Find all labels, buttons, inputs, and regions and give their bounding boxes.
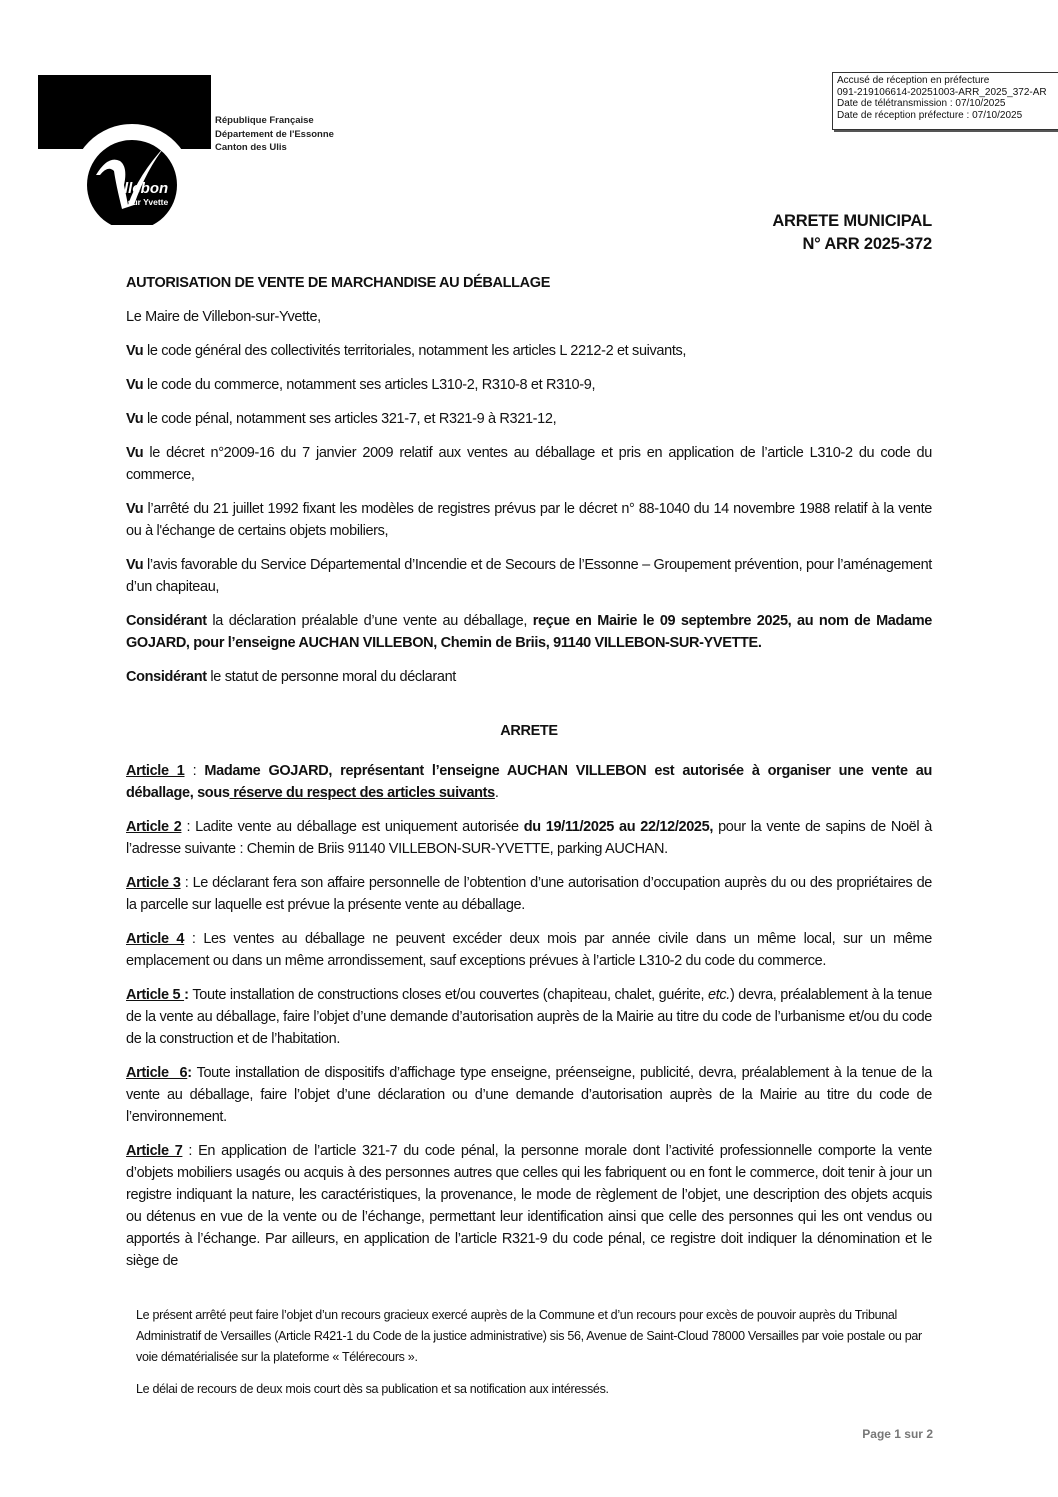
stamp-line: Date de réception préfecture : 07/10/2025	[837, 109, 1023, 121]
article-label: Article 1	[126, 763, 185, 779]
vu-text: l’avis favorable du Service Départemental d’Incendie et de Secours de l’Essonne – Groupement prévention, pour l’aménagement d’un chapiteau,	[126, 557, 932, 595]
recours-notice: Le présent arrêté peut faire l’objet d’un recours gracieux exercé auprès de la Commune et d’un recours pour excès de pouvoir auprès du Tribunal Administratif de Versailles (Article R421-1 du Code de la justice administrative) sis 56, Avenue de Saint-Cloud 78000 Versailles par voie postale ou par voie dématérialisée sur la plateforme « Télérecours ».	[136, 1308, 922, 1364]
vu-label: Vu	[126, 557, 144, 573]
article-label: Article 4	[126, 931, 185, 947]
considerant-clause	[126, 610, 932, 654]
article-2	[126, 816, 932, 860]
article-sep: :	[182, 1143, 199, 1159]
article-label: Article 3	[126, 875, 181, 891]
logo-text-main: illebon	[119, 180, 169, 197]
vu-clause	[126, 498, 932, 542]
vu-label: Vu	[126, 445, 144, 461]
article-dates: du 19/11/2025 au 22/12/2025,	[523, 819, 714, 835]
header-info-line: Canton des Ulis	[215, 142, 287, 153]
legal-footer	[136, 1305, 936, 1411]
document-body	[126, 272, 932, 1284]
vu-text: l’arrêté du 21 juillet 1992 fixant les modèles de registres prévus par le décret n° 88-1040 du 14 novembre 1988 relatif à la vente ou à l'échange de certains objets mobiliers,	[126, 501, 932, 539]
villebon-logo	[38, 75, 218, 225]
article-text: Toute installation de dispositifs d’affichage type enseigne, préenseigne, publicité, devra, préalablement à la tenue de la vente au déballage, faire l’objet d’une déclaration ou d’une demande d’autorisation auprès de la Mairie au titre du code de l’environnement.	[126, 1065, 932, 1125]
vu-label: Vu	[126, 377, 144, 393]
article-bold-text: Madame GOJARD, représentant l’enseigne AUCHAN VILLEBON est autorisée à organiser une vente au déballage, sous	[126, 763, 932, 801]
vu-text: le code du commerce, notamment ses articles L310-2, R310-8 et R310-9,	[143, 377, 596, 393]
vu-text: le code général des collectivités territoriales, notamment les articles L 2212-2 et suivants,	[143, 343, 687, 359]
article-italic: etc.	[707, 987, 730, 1003]
considerant-bold-text: reçue en Mairie le 09 septembre 2025, au nom de Madame GOJARD, pour l’enseigne AUCHAN VILLEBON, Chemin de Briis, 91140 VILLEBON-SUR-YVETTE.	[126, 613, 932, 651]
document-intro: Le Maire de Villebon-sur-Yvette,	[126, 309, 321, 325]
article-text: Le déclarant fera son affaire personnelle de l’obtention d’une autorisation d’occupation auprès du ou des propriétaires de la parcelle sur laquelle est prévue la présente vente au déballage.	[126, 875, 933, 913]
article-1	[126, 760, 932, 804]
article-text: Les ventes au déballage ne peuvent excéder deux mois par année civile dans un même local, sur un même emplacement ou dans un même arrondissement, sauf exceptions prévues à l’article L310-2 du code du commerce.	[126, 931, 932, 969]
vu-clause	[126, 340, 932, 362]
document-subject: AUTORISATION DE VENTE DE MARCHANDISE AU DÉBALLAGE	[126, 275, 551, 291]
considerant-label: Considérant	[126, 613, 207, 629]
article-sep: :	[187, 1065, 197, 1081]
decree-title	[772, 210, 932, 256]
considerant-label: Considérant	[126, 669, 207, 685]
vu-label: Vu	[126, 501, 144, 517]
stamp-line: Accusé de réception en préfecture	[837, 75, 990, 86]
article-underlined-text: réserve du respect des articles suivants	[229, 785, 495, 801]
considerant-text: le statut de personne moral du déclarant	[206, 669, 456, 685]
vu-clause	[126, 554, 932, 598]
delai-notice: Le délai de recours de deux mois court dès sa publication et sa notification aux intéressés.	[136, 1382, 609, 1396]
article-4	[126, 928, 932, 972]
article-5	[126, 984, 932, 1050]
logo-graphic	[38, 75, 218, 225]
article-label: Article 2	[126, 819, 182, 835]
vu-label: Vu	[126, 343, 144, 359]
article-text: ) devra, préalablement à la tenue de la vente au déballage, faire l’objet d’une demande d’autorisation auprès de la Mairie au titre du code de l’urbanisme et/ou du code de la construction et de l’habitation.	[126, 987, 932, 1047]
vu-clause	[126, 442, 932, 486]
vu-text: le décret n°2009-16 du 7 janvier 2009 relatif aux ventes au déballage et pris en application de l’article L310-2 du code du commerce,	[126, 445, 932, 483]
header-info	[215, 114, 334, 155]
stamp-line: Date de télétransmission : 07/10/2025	[837, 98, 1006, 109]
article-text: En application de l’article 321-7 du code pénal, la personne morale dont l’activité professionnelle comporte la vente d’objets mobiliers usagés ou acquis à des personnes autres que celles qui les fabriquent ou en font le commerce, doit tenir à jour un registre indiquant la nature, les caractéristiques, la provenance, le mode de règlement de l’objet, une description des objets acquis ou détenus en vue de la vente ou de l’échange, permettant leur identification ainsi que celle des personnes qui les ont vendus ou apportés à l’échange. Par ailleurs, en application de l’article R321-9 du code pénal, ce registre doit indiquer la dénomination et le siège de	[126, 1143, 932, 1269]
prefecture-receipt-stamp	[832, 72, 1058, 130]
article-sep: :	[184, 987, 193, 1003]
article-sep: :	[180, 875, 193, 891]
vu-clause	[126, 408, 932, 430]
logo-text-sub: sur Yvette	[127, 197, 169, 207]
stamp-line: 091-219106614-20251003-ARR_2025_372-AR	[837, 86, 1047, 98]
article-label: Article 5	[126, 987, 185, 1003]
arrete-heading: ARRETE	[500, 723, 558, 739]
article-label: Article 7	[126, 1143, 183, 1159]
considerant-clause	[126, 666, 932, 688]
article-text: pour la vente de sapins de Noël à l’adresse suivante : Chemin de Briis 91140 VILLEBON-SUR-YVETTE, parking AUCHAN.	[126, 819, 932, 857]
article-text: Ladite vente au déballage est uniquement autorisée	[195, 819, 524, 835]
decree-number: N° ARR 2025-372	[802, 235, 932, 253]
article-label: Article 6	[126, 1065, 188, 1081]
article-tail: .	[494, 785, 499, 801]
article-sep: :	[184, 931, 204, 947]
article-sep: :	[184, 763, 205, 779]
page-number: Page 1 sur 2	[862, 1427, 933, 1441]
decree-type: ARRETE MUNICIPAL	[772, 212, 932, 230]
article-text: Toute installation de constructions closes et/ou couvertes (chapiteau, chalet, guérite,	[192, 987, 708, 1003]
article-7	[126, 1140, 932, 1272]
vu-clause	[126, 374, 932, 396]
header-info-line: République Française	[215, 115, 314, 126]
vu-text: le code pénal, notamment ses articles 321-7, et R321-9 à R321-12,	[143, 411, 557, 427]
header-info-line: Département de l'Essonne	[215, 128, 334, 140]
article-3	[126, 872, 932, 916]
vu-label: Vu	[126, 411, 144, 427]
article-sep: :	[181, 819, 196, 835]
considerant-text: la déclaration préalable d’une vente au déballage,	[206, 613, 533, 629]
article-6	[126, 1062, 932, 1128]
